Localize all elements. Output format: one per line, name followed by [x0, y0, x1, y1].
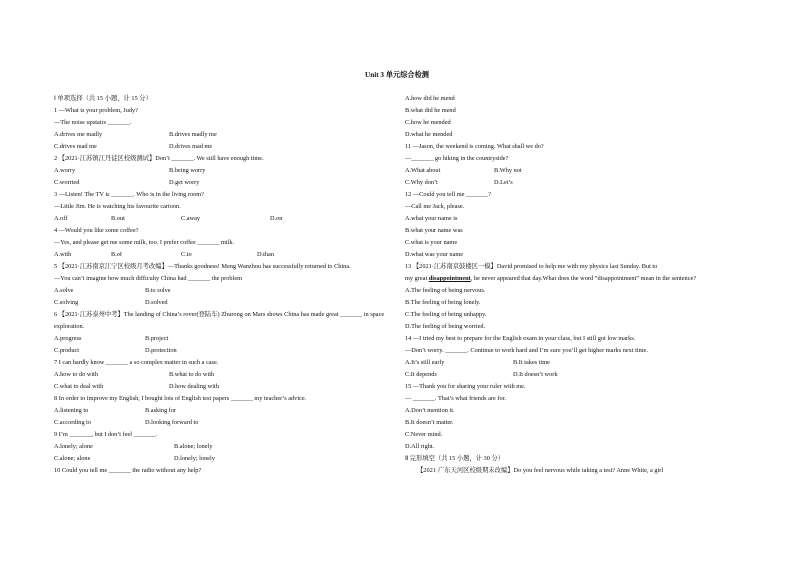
answer-option: B.It takes time: [513, 359, 550, 366]
question-text: —Don’t worry. _______. Continue to work hard and I’m sure you’ll get higher marks next time.: [405, 347, 648, 354]
answer-option: A.listening to: [54, 407, 89, 414]
question-text: 10 Could you tell me _______ the radio without any help?: [54, 467, 202, 474]
question-text: Ⅰ 单项选择（共 15 小题，计 15 分）: [54, 95, 152, 102]
question-text: C.The feeling of being unhappy.: [405, 311, 487, 318]
question-line: [405, 381, 745, 393]
question-line: [54, 381, 399, 393]
answer-option: C.Why don’t: [405, 179, 438, 186]
answer-option: A.off: [54, 215, 68, 222]
question-line: [405, 153, 745, 165]
answer-option: D.how dealing with: [169, 383, 219, 390]
question-line: [405, 285, 745, 297]
question-text: 4 —Would you like some coffee?: [54, 227, 139, 234]
answer-option: B.to solve: [145, 287, 171, 294]
question-text: D.The feeling of being worried.: [405, 323, 486, 330]
question-text: B.It doesn’t matter.: [405, 419, 454, 426]
answer-option: D.looking forward to: [145, 419, 199, 426]
question-line: [54, 345, 399, 357]
question-line: [405, 237, 745, 249]
question-text: A.how did he mend: [405, 95, 455, 102]
question-line: [54, 201, 399, 213]
question-line: [54, 357, 399, 369]
question-text: 3 —Listen! The TV is _______. Who is in the living room?: [54, 191, 204, 198]
answer-option: D.get worry: [169, 179, 200, 186]
question-line: [54, 213, 399, 225]
question-line: [405, 105, 745, 117]
question-text: B.what did he mend: [405, 107, 456, 114]
question-text: 5 【2021·江苏南京江宁区校级月考改编】—Thanks goodness! Meng Wanzhou has successfully returned to China.: [54, 263, 351, 270]
question-line: [405, 453, 745, 465]
question-text: C.how he mended: [405, 119, 451, 126]
question-text: 6 【2021·江苏泰州中考】The landing of China’s rover(登陆车) Zhurong on Mars shows China has made great _______ in space exploration.: [54, 311, 385, 330]
question-line: [405, 201, 745, 213]
question-line: [405, 297, 745, 309]
answer-option: C.worried: [54, 179, 80, 186]
question-text: D.what he mended: [405, 131, 453, 138]
question-line: [405, 405, 745, 417]
answer-option: C.to: [181, 251, 192, 258]
answer-option: D.than: [257, 251, 274, 258]
question-line: [54, 273, 399, 285]
question-text: B.The feeling of being lonely.: [405, 299, 481, 306]
answer-option: C.solving: [54, 299, 79, 306]
answer-option: B.drives madly me: [169, 131, 217, 138]
question-line: [405, 465, 745, 477]
question-text: A.Don’t mention it.: [405, 407, 455, 414]
answer-option: A.lonely; alone: [54, 443, 93, 450]
question-line: [54, 285, 399, 297]
question-line: [54, 105, 399, 117]
question-text: —_______ go hiking in the countryside?: [405, 155, 509, 162]
question-text: — _______. That’s what friends are for.: [405, 395, 506, 402]
question-text: 2 【2021·江苏镇江丹徒区校级测试】Don’t _______. We still have enough time.: [54, 155, 264, 162]
question-line: [405, 345, 745, 357]
answer-option: A.progress: [54, 335, 82, 342]
answer-option: B.what to do with: [169, 371, 215, 378]
question-line: [54, 177, 399, 189]
question-line: [405, 369, 745, 381]
question-text: 【2021·广东天河区校级期末改编】Do you feel nervous while taking a test? Anne White, a girl: [417, 467, 664, 474]
question-line: [405, 321, 745, 333]
question-text: A.The feeling of being nervous.: [405, 287, 486, 294]
question-line: [54, 441, 399, 453]
answer-option: C.It depends: [405, 371, 437, 378]
answer-option: D.on: [270, 215, 283, 222]
question-line: [405, 309, 745, 321]
answer-option: D.It doesn’t work: [513, 371, 558, 378]
question-text: 13 【2021·江苏南京鼓楼区一模】David promised to help me with my physics last Sunday. But to: [405, 263, 658, 270]
question-line: [54, 465, 399, 477]
question-line: [54, 117, 399, 129]
answer-option: B.Why not: [494, 167, 522, 174]
question-text: —Yes, and please get me some milk, too. I prefer coffee _______ milk.: [54, 239, 235, 246]
question-text: C.what is your name: [405, 239, 458, 246]
question-line: [54, 405, 399, 417]
question-text: 7 I can hardly know _______ a so complex matter in such a case.: [54, 359, 219, 366]
answer-option: B.project: [145, 335, 169, 342]
question-text: 14 —I tried my best to prepare for the English exam in your class, but I still got low marks.: [405, 335, 636, 342]
question-line: [405, 225, 745, 237]
question-text: C.Never mind.: [405, 431, 443, 438]
answer-option: B.asking for: [145, 407, 177, 414]
question-line: [405, 117, 745, 129]
question-line: [405, 141, 745, 153]
answer-option: D.protection: [145, 347, 177, 354]
question-line: [405, 417, 745, 429]
question-text: , he never appeared that day.What does the word “disappointment” mean in the sentence?: [470, 275, 697, 282]
question-text: Ⅱ 完形填空（共 15 小题，计 30 分）: [405, 455, 505, 462]
question-text: 1 —What is your problem, Judy?: [54, 107, 138, 114]
question-text: —You can’t imagine how much difficulty China had _______ the problem: [54, 275, 243, 282]
answer-option: A.worry: [54, 167, 76, 174]
question-text: —Little Jim. He is watching his favourite cartoon.: [54, 203, 181, 210]
question-line: [405, 441, 745, 453]
question-line: [54, 453, 399, 465]
answer-option: D.solved: [145, 299, 168, 306]
answer-option: B.alone; lonely: [174, 443, 213, 450]
question-text: 9 I’m _______, but I don’t feel _______.: [54, 431, 158, 438]
question-line: [405, 213, 745, 225]
answer-option: C.alone; alone: [54, 455, 91, 462]
answer-option: C.away: [181, 215, 201, 222]
question-line: [405, 429, 745, 441]
question-text: D.All right.: [405, 443, 435, 450]
right-column: [405, 93, 745, 477]
underlined-word: disappointment: [428, 275, 471, 282]
question-line: [405, 93, 745, 105]
question-line: [405, 249, 745, 261]
answer-option: D.lonely; lonely: [174, 455, 215, 462]
question-line: [54, 429, 399, 441]
question-text: D.what was your name: [405, 251, 464, 258]
question-line: [54, 249, 399, 261]
question-line: [54, 393, 399, 405]
answer-option: B.of: [111, 251, 123, 258]
question-line: [54, 225, 399, 237]
question-text: 15 —Thank you for sharing your ruler with me.: [405, 383, 526, 390]
question-line: [405, 177, 745, 189]
question-line: [54, 129, 399, 141]
question-text: B.what your name was: [405, 227, 463, 234]
answer-option: B.being worry: [169, 167, 206, 174]
question-text: 11 —Jason, the weekend is coming. What shall we do?: [405, 143, 544, 150]
question-line: [405, 129, 745, 141]
question-line: [54, 297, 399, 309]
answer-option: A.with: [54, 251, 72, 258]
question-line: [54, 237, 399, 249]
question-line: [54, 261, 399, 273]
question-line: [54, 333, 399, 345]
question-line: [54, 141, 399, 153]
question-line: [405, 333, 745, 345]
question-text: 12 —Could you tell me _______?: [405, 191, 491, 198]
question-line: [405, 393, 745, 405]
question-line: [54, 309, 399, 333]
answer-option: A.solve: [54, 287, 74, 294]
question-line: [54, 93, 399, 105]
answer-option: D.drives mad me: [169, 143, 213, 150]
question-line: [54, 189, 399, 201]
question-text: —The noise upstairs _______.: [54, 119, 132, 126]
question-text: A.what your name is: [405, 215, 458, 222]
page-title: Unit 3 单元综合检测: [365, 71, 429, 79]
answer-option: D.Let’s: [494, 179, 513, 186]
question-text: my great: [405, 275, 429, 282]
answer-option: C.according to: [54, 419, 92, 426]
answer-option: C.product: [54, 347, 80, 354]
answer-option: B.out: [111, 215, 125, 222]
question-line: [54, 369, 399, 381]
question-line: [405, 189, 745, 201]
left-column: [54, 93, 399, 477]
question-text: —Call me Jack, please.: [405, 203, 465, 210]
answer-option: C.drives mad me: [54, 143, 97, 150]
answer-option: A.drives me madly: [54, 131, 103, 138]
answer-option: A.What about: [405, 167, 441, 174]
answer-option: A.It’s still early: [405, 359, 445, 366]
answer-option: C.what to deal with: [54, 383, 104, 390]
question-line: [405, 165, 745, 177]
question-text: 8 In order to improve my English, I bought lots of English test papers _______ my teacher’s advice.: [54, 395, 307, 402]
answer-option: A.how to do with: [54, 371, 99, 378]
question-line: [405, 261, 745, 285]
question-line: [54, 417, 399, 429]
question-line: [54, 153, 399, 165]
question-line: [405, 357, 745, 369]
question-line: [54, 165, 399, 177]
